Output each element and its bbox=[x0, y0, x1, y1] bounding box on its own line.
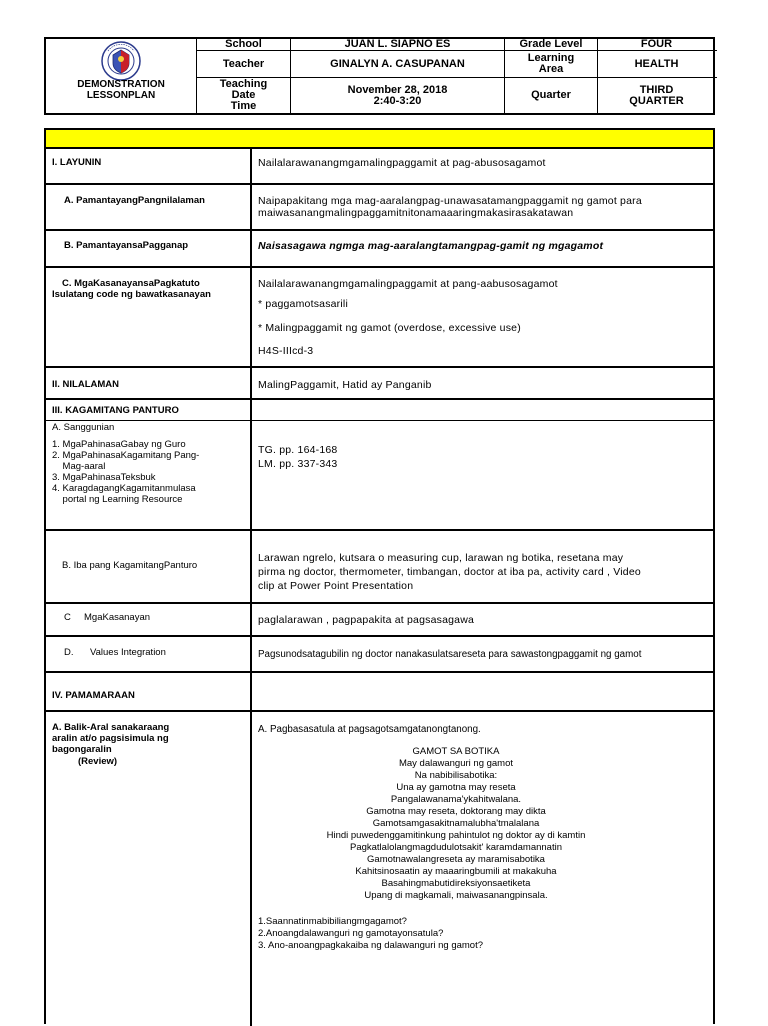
poem-line: Gamotna may reseta, doktorang may dikta bbox=[366, 806, 546, 817]
iba-pang-kagamitan-value-line3: clip at Power Point Presentation bbox=[258, 580, 414, 592]
kagamitang-panturo-label: III. KAGAMITANG PANTURO bbox=[52, 405, 179, 416]
quarter-value-line1: THIRD bbox=[639, 83, 674, 96]
doc-type-line1: DEMONSTRATION bbox=[77, 79, 165, 90]
pamantayang-pangnilalaman-value-line2: maiwasanangmalingpaggamitnitonamaaaringmakasirasakatawan bbox=[258, 207, 574, 219]
row-divider bbox=[46, 635, 713, 637]
poem-line: Kahitsinosaatin ay maaaringbumili at makakuha bbox=[355, 866, 557, 877]
question-item: 3. Ano-anoangpagkakaiba ng dalawanguri ng gamot? bbox=[258, 940, 484, 951]
kasanayan-sa-pagkatuto-value-line3: * Malingpaggamit ng gamot (overdose, excessive use) bbox=[258, 322, 521, 334]
values-integration-value: Pagsunodsatagubilin ng doctor nanakasulatsareseta para sawastongpaggamit ng gamot bbox=[258, 649, 642, 660]
poem-line: May dalawanguri ng gamot bbox=[398, 758, 514, 769]
poem-line: Pagkatlalolangmagdudulotsakit' karamdamannatin bbox=[349, 842, 562, 853]
teacher-value: GINALYN A. CASUPANAN bbox=[330, 57, 465, 70]
nilalaman-value: MalingPaggamit, Hatid ay Panganib bbox=[258, 379, 432, 391]
kasanayan-sa-pagkatuto-label-line2: Isulatang code ng bawatkasanayan bbox=[52, 289, 211, 300]
sanggunian-item: 3. MgaPahinasaTeksbuk bbox=[52, 472, 156, 483]
sanggunian-item: 4. KaragdagangKagamitanmulasa bbox=[52, 483, 196, 494]
yellow-banner bbox=[46, 130, 713, 149]
row-divider bbox=[46, 602, 713, 604]
lesson-plan-table bbox=[44, 128, 715, 1024]
poem-line: Na nabibilisabotika: bbox=[414, 770, 498, 781]
review-label-line2: aralin at/o pagsisimula ng bbox=[52, 733, 169, 744]
nilalaman-label: II. NILALAMAN bbox=[52, 379, 120, 390]
quarter-label: Quarter bbox=[531, 89, 571, 101]
row-divider bbox=[46, 266, 713, 268]
values-integration-label: Values Integration bbox=[90, 647, 166, 658]
doc-type-line2: LESSONPLAN bbox=[86, 90, 156, 101]
review-label-line1: A. Balik-Aral sanakaraang bbox=[52, 722, 170, 733]
review-intro: A. Pagbasasatula at pagsagotsamgatanongtanong. bbox=[258, 724, 481, 735]
poem-block bbox=[252, 746, 660, 906]
sanggunian-item: Mag-aaral bbox=[52, 461, 106, 472]
deped-seal-logo bbox=[98, 41, 144, 81]
pamantayang-pangnilalaman-value-line1: Naipapakitang mga mag-aaralangpag-unawasatamangpaggamit ng gamot para bbox=[258, 195, 642, 207]
learning-area-label bbox=[505, 51, 597, 77]
kasanayan-sa-pagkatuto-value-line1: Nailalarawanangmgamalingpaggamit at pang-aabusosagamot bbox=[258, 278, 558, 290]
teaching-date-value-line2: 2:40-3:20 bbox=[373, 94, 422, 107]
kasanayan-sa-pagkatuto-label-line1: C. MgaKasanayansaPagkatuto bbox=[62, 278, 200, 289]
layunin-value: Nailalarawanangmgamalingpaggamit at pag-abusosagamot bbox=[258, 157, 546, 169]
sanggunian-label: A. Sanggunian bbox=[52, 422, 115, 433]
learning-area-value: HEALTH bbox=[634, 57, 679, 70]
sanggunian-item: 2. MgaPahinasaKagamitang Pang- bbox=[52, 450, 200, 461]
grade-label: Grade Level bbox=[519, 38, 583, 50]
teaching-date-value-line1: November 28, 2018 bbox=[347, 83, 448, 96]
row-divider bbox=[46, 366, 713, 368]
teaching-date-label-line3: Time bbox=[230, 100, 257, 112]
review-label-line3: bagongaralin bbox=[52, 744, 112, 755]
grade-value: FOUR bbox=[640, 38, 673, 50]
question-item: 1.Saannatinmabibiliangmgagamot? bbox=[258, 916, 407, 927]
teaching-date-label-line1: Teaching bbox=[219, 78, 268, 90]
row-divider bbox=[46, 710, 713, 712]
poem-line: Una ay gamotna may reseta bbox=[396, 782, 516, 793]
teaching-date-label-line2: Date bbox=[231, 89, 256, 101]
school-label: School bbox=[225, 38, 262, 50]
mga-kasanayan-letter: C bbox=[64, 612, 71, 623]
teacher-label: Teacher bbox=[222, 57, 265, 70]
teaching-date-label bbox=[197, 78, 290, 113]
pamantayan-sa-pagganap-value: Naisasagawa ngmga mag-aaralangtamangpag-gamit ng mgagamot bbox=[258, 240, 604, 252]
row-divider bbox=[46, 529, 713, 531]
poem-line: Gamotsamgasakitnamalubha'tmalalana bbox=[372, 818, 540, 829]
poem-line: Basahingmabutidireksiyonsaetiketa bbox=[381, 878, 531, 889]
sanggunian-value-line2: LM. pp. 337-343 bbox=[258, 458, 338, 470]
question-item: 2.Anoangdalawanguri ng gamotayonsatula? bbox=[258, 928, 444, 939]
poem-line: Hindi puwedenggamitinkung pahintulot ng doktor ay di kamtin bbox=[326, 830, 586, 841]
poem-line: Gamotnawalangreseta ay maramisabotika bbox=[367, 854, 545, 865]
kasanayan-sa-pagkatuto-value-line4: H4S-IIIcd-3 bbox=[258, 345, 314, 357]
row-divider bbox=[46, 229, 713, 231]
row-divider bbox=[46, 183, 713, 185]
doc-type-label bbox=[46, 79, 196, 101]
learning-area-label-line1: Learning bbox=[527, 52, 575, 64]
mga-kasanayan-value: paglalarawan , pagpapakita at pagsasagawa bbox=[258, 614, 475, 626]
pamantayang-pangnilalaman-label: A. PamantayangPangnilalaman bbox=[64, 195, 205, 206]
pamantayan-sa-pagganap-label: B. PamantayansaPagganap bbox=[64, 240, 189, 251]
poem-line: Upang di magkamali, maiwasanangpinsala. bbox=[364, 890, 548, 901]
pamamaraan-label: IV. PAMAMARAAN bbox=[52, 690, 135, 701]
sanggunian-item: portal ng Learning Resource bbox=[52, 494, 183, 505]
header-table bbox=[44, 37, 715, 115]
poem-title: GAMOT SA BOTIKA bbox=[412, 746, 500, 757]
sanggunian-value-line1: TG. pp. 164-168 bbox=[258, 444, 338, 456]
quarter-value-line2: QUARTER bbox=[629, 94, 684, 107]
teaching-date-value bbox=[291, 78, 504, 113]
row-divider bbox=[46, 671, 713, 673]
kasanayan-sa-pagkatuto-value-line2: * paggamotsasarili bbox=[258, 298, 348, 310]
learning-area-label-line2: Area bbox=[538, 63, 564, 75]
layunin-label: I. LAYUNIN bbox=[52, 157, 102, 168]
quarter-value bbox=[598, 78, 715, 113]
row-divider bbox=[46, 398, 713, 400]
iba-pang-kagamitan-label: B. Iba pang KagamitangPanturo bbox=[62, 560, 198, 571]
mga-kasanayan-label: MgaKasanayan bbox=[84, 612, 151, 623]
sanggunian-item: 1. MgaPahinasaGabay ng Guro bbox=[52, 439, 186, 450]
review-label-line4: (Review) bbox=[78, 756, 118, 767]
school-value: JUAN L. SIAPNO ES bbox=[344, 38, 451, 50]
poem-line: Pangalawanama'ykahitwalana. bbox=[390, 794, 522, 805]
row-divider bbox=[46, 420, 713, 421]
values-integration-letter: D. bbox=[64, 647, 74, 658]
iba-pang-kagamitan-value-line1: Larawan ngrelo, kutsara o measuring cup, larawan ng botika, resetana may bbox=[258, 552, 624, 564]
iba-pang-kagamitan-value-line2: pirma ng doctor, thermometer, timbangan, doctor at iba pa, activity card , Video bbox=[258, 566, 641, 578]
